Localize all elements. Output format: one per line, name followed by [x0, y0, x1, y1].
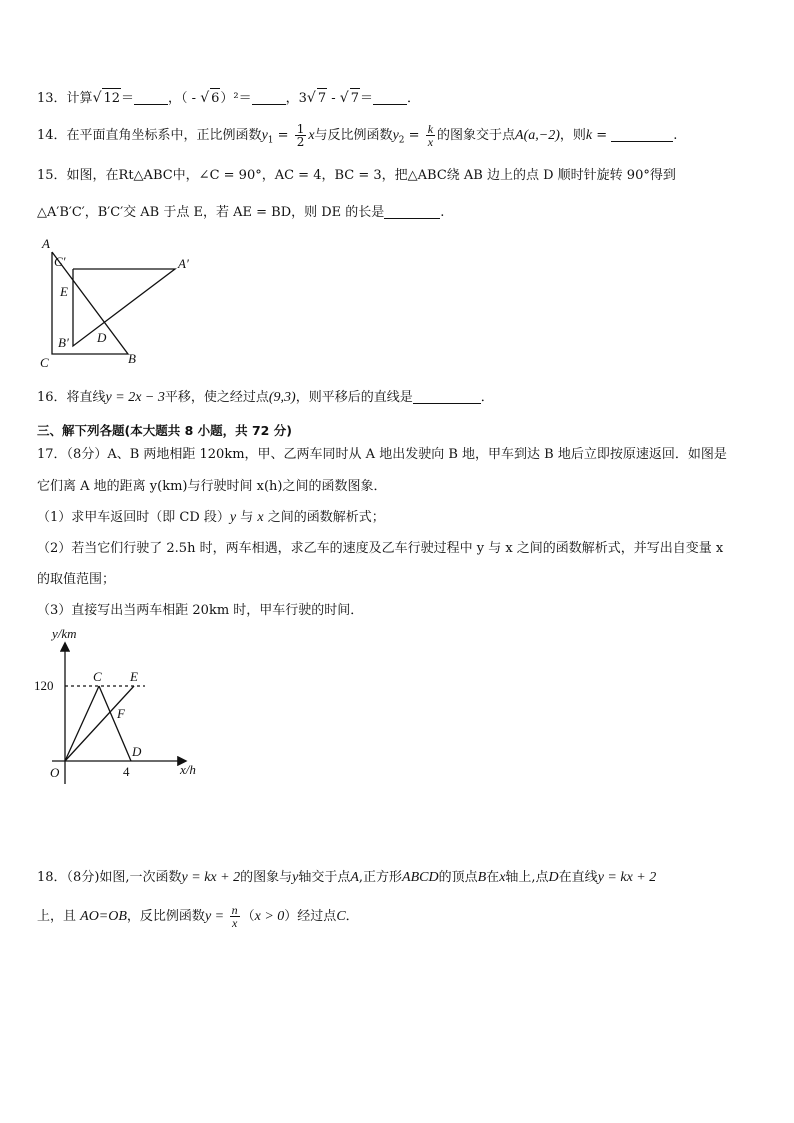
triangle-a-prime-b-prime-c-prime: [73, 269, 175, 346]
q18-var: B: [477, 870, 487, 885]
q18-equation: y = kx + 2: [181, 870, 241, 885]
fraction-numerator: n: [231, 903, 238, 917]
q18-text: ，反比例函数: [126, 909, 205, 924]
q17-text: 之间的函数解析式；: [263, 510, 385, 525]
q16-text: 16．将直线: [37, 390, 106, 405]
label-f: F: [117, 706, 125, 721]
y-axis-label: y/km: [52, 626, 77, 641]
q18-text: 的顶点: [438, 870, 478, 885]
q16-equation: y = 2x − 3: [105, 390, 165, 405]
q18-text: 轴上,点: [505, 870, 549, 885]
radicand: 7: [350, 88, 360, 109]
q18-var: y =: [204, 909, 228, 924]
tick-120: 120: [34, 678, 54, 693]
q14-sub: 2: [398, 135, 405, 146]
sqrt-sign: √: [306, 90, 316, 106]
sqrt-sign: √: [200, 90, 210, 106]
q18-text: 在: [486, 870, 500, 885]
q16-point: (9,3): [268, 390, 296, 405]
question-15-line1: 15．如图，在Rt△ABC中，∠C = 90°，AC = 4，BC = 3，把△ABC绕 AB 边上的点 D 顺时针旋转 90°得到: [37, 168, 676, 183]
q15-end: .: [440, 205, 445, 220]
label-c-prime: C′: [54, 254, 66, 269]
q16-text: 平移，使之经过点: [164, 390, 269, 405]
label-e: E: [130, 669, 138, 684]
q13-text: 计算: [66, 91, 93, 106]
label-a-prime: A′: [178, 256, 189, 271]
answer-blank[interactable]: [134, 90, 168, 105]
q18-condition: AO=OB: [80, 909, 127, 924]
q18-var: D: [548, 870, 559, 885]
q18-end: ．: [345, 909, 359, 924]
q18-var: ABCD: [402, 870, 439, 885]
fraction-numerator: k: [427, 122, 434, 136]
question-17-part2-line2: 的取值范围；: [37, 572, 116, 587]
q14-sub: 1: [267, 135, 274, 146]
answer-blank[interactable]: [611, 127, 673, 142]
origin-label: O: [50, 765, 60, 780]
q17-text: （1）求甲车返回时（即 CD 段）: [37, 510, 230, 525]
label-d: D: [132, 744, 142, 759]
q18-var: C: [336, 909, 346, 924]
q16-end: ．: [480, 390, 494, 405]
fraction: [230, 904, 240, 929]
radicand: 6: [210, 88, 220, 109]
question-15-line2: [37, 203, 444, 223]
question-17-line1: 17．（8分）A、B 两地相距 120km，甲、乙两车同时从 A 地出发驶向 B 地，甲车到达 B 地后立即按原速返回．如图是: [37, 447, 727, 462]
answer-blank[interactable]: [252, 90, 286, 105]
q14-eq: =: [273, 128, 293, 143]
fraction-denominator: x: [231, 916, 238, 930]
q17-var: y: [229, 510, 237, 525]
q14-var: y: [261, 128, 268, 143]
q18-var: A: [350, 870, 359, 885]
question-17-line2: 它们离 A 地的距离 y(km)与行驶时间 x(h)之间的函数图象．: [37, 479, 387, 494]
q17-text: 与: [236, 510, 258, 525]
q18-text: ）经过点: [284, 909, 337, 924]
answer-blank[interactable]: [384, 204, 440, 219]
q18-text: 在直线: [558, 870, 598, 885]
fraction-numerator: 1: [296, 122, 305, 136]
segment-cd: [99, 686, 131, 761]
question-17-part2-line1: （2）若当它们行驶了 2.5h 时，两车相遇，求乙车的速度及乙车行驶过程中 y 与 x 之间的函数解析式，并写出自变量 x: [37, 541, 724, 556]
label-c: C: [40, 355, 49, 370]
q14-eq: =: [404, 128, 424, 143]
q14-text: 与反比例函数: [314, 128, 393, 143]
q18-text: 的图象与: [240, 870, 293, 885]
segment-oe: [65, 686, 134, 761]
q18-domain: x > 0: [254, 909, 285, 924]
question-18-line2: [37, 904, 359, 930]
radicand: 7: [317, 88, 327, 109]
section-heading: 三、解下列各题(本大题共 8 小题，共 72 分): [37, 423, 292, 438]
fraction: [426, 123, 435, 148]
q13-text: ）²＝: [220, 91, 252, 106]
label-c: C: [93, 669, 102, 684]
fraction-denominator: 2: [296, 135, 305, 149]
question-17-part3: （3）直接写出当两车相距 20km 时，甲车行驶的时间．: [37, 603, 364, 618]
q14-eq: =: [592, 128, 612, 143]
x-axis-label: x/h: [180, 762, 196, 777]
q18-equation: y = kx + 2: [597, 870, 657, 885]
q16-text: ，则平移后的直线是: [295, 390, 413, 405]
segment-oc: [65, 686, 99, 761]
q14-var: x: [308, 128, 315, 143]
label-e: E: [60, 284, 68, 299]
q18-text: ,正方形: [358, 870, 403, 885]
question-14: [37, 123, 677, 154]
q13-text: ，3: [285, 91, 307, 106]
tick-4: 4: [123, 764, 130, 779]
figure-17: [30, 624, 210, 792]
figure-15: [34, 234, 209, 374]
q14-text: 的图象交于点: [437, 128, 516, 143]
answer-blank[interactable]: [413, 389, 481, 404]
q13-text: ，（ -: [168, 91, 201, 106]
question-17-part1: [37, 508, 385, 528]
q18-text: 轴交于点: [298, 870, 351, 885]
q15-text: △A′B′C′，B′C′交 AB 于点 E，若 AE = BD，则 DE 的长是: [37, 205, 385, 220]
answer-blank[interactable]: [373, 90, 407, 105]
q13-eq: ＝: [121, 91, 135, 106]
q14-text: ，则: [559, 128, 586, 143]
q18-var: x: [499, 870, 506, 885]
label-a: A: [42, 236, 50, 251]
sqrt-sign: √: [92, 90, 102, 106]
q14-end: .: [673, 128, 678, 143]
radicand: 12: [102, 88, 121, 109]
question-13: [37, 88, 420, 109]
q13-eq: ＝: [360, 91, 374, 106]
fraction: [295, 123, 307, 148]
q14-var: k: [585, 128, 593, 143]
label-b: B: [128, 351, 136, 366]
q18-text: 18．（8分)如图,一次函数: [37, 870, 182, 885]
q18-var: y: [292, 870, 299, 885]
q13-number: 13．: [37, 91, 67, 106]
q13-text: -: [327, 91, 340, 106]
question-18-line1: [37, 868, 656, 888]
q14-number: 14．: [37, 128, 67, 143]
q14-text: 在平面直角坐标系中，正比例函数: [66, 128, 262, 143]
label-d: D: [97, 330, 107, 345]
q18-text: （: [241, 909, 255, 924]
q14-var: y: [392, 128, 399, 143]
fraction-denominator: x: [427, 135, 434, 149]
question-16: [37, 388, 494, 408]
sqrt-sign: √: [339, 90, 349, 106]
q14-point: A(a,−2): [515, 128, 560, 143]
label-b-prime: B′: [58, 335, 69, 350]
q18-text: 上，且: [37, 909, 81, 924]
q17-var: x: [257, 510, 264, 525]
q13-end: ．: [407, 91, 421, 106]
